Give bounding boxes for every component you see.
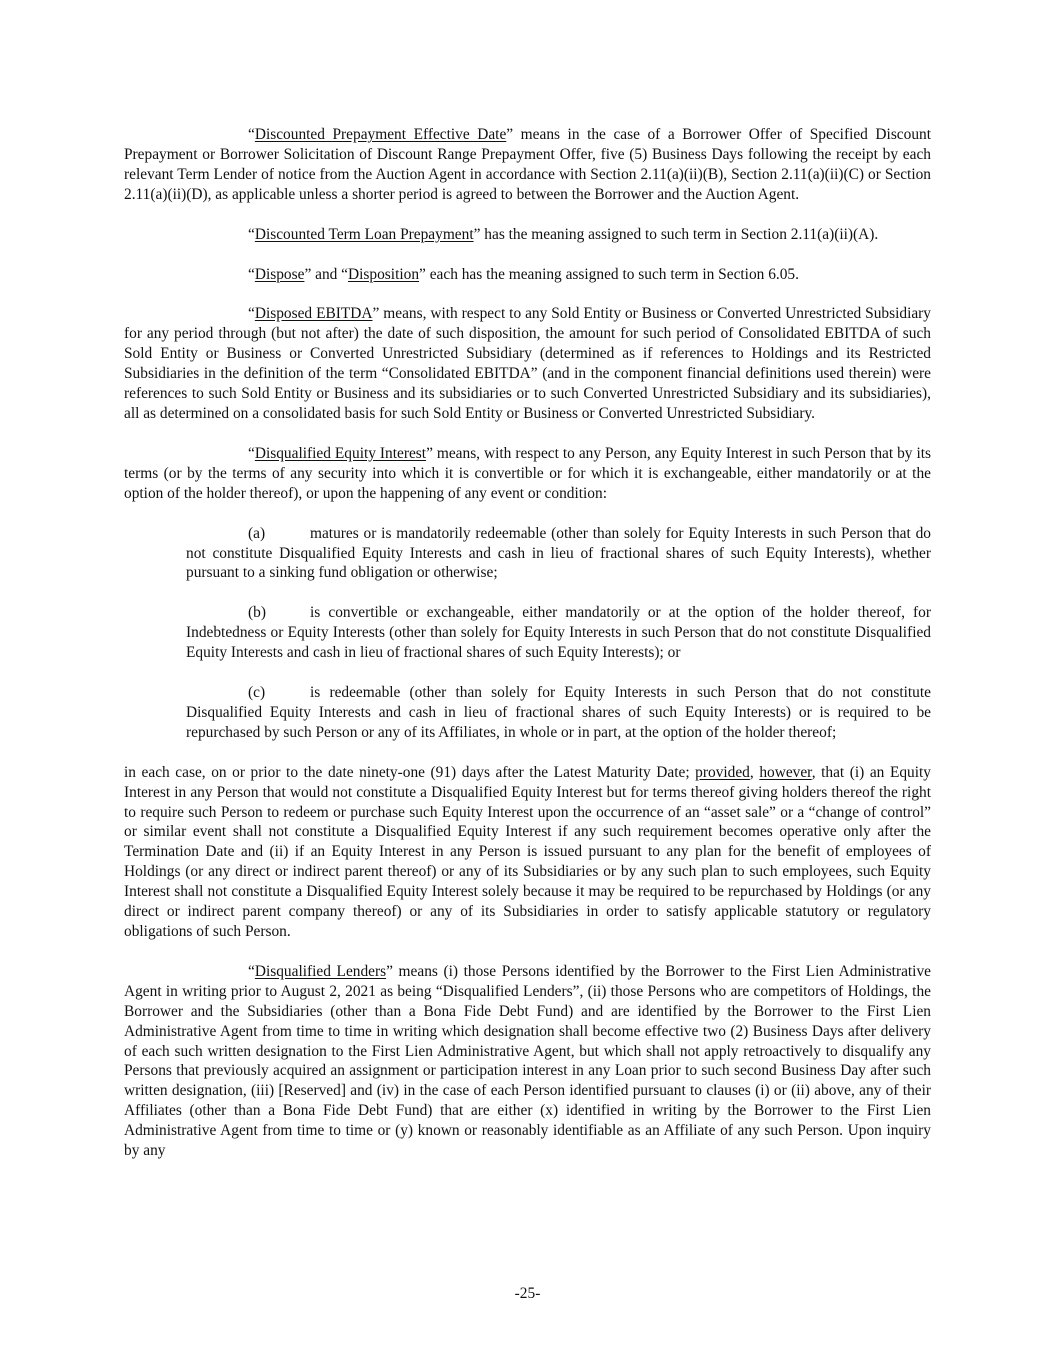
- open-quote: “: [248, 265, 255, 283]
- open-quote: “: [248, 305, 255, 323]
- definition-text: ” means, with respect to any Sold Entity or Business or Converted Unrestricted Subsidiary for any period through (but not after) the date of such disposition, the amount for such period of Consolidated EBITDA of such Sold Entity or Business or Converted Unrestricted Subsidiary (determined as if references to Holdings and its Restricted Subsidiaries in the definition of the term “Consolidated EBITDA” (and in the component financial definitions used therein) were references to such Sold Entity or Business and its subsidiaries or to such Converted Unrestricted Subsidiary and its subsidiaries), all as determined on a consolidated basis for such Sold Entity or Business or Converted Unrestricted Subsidiary.: [124, 305, 932, 422]
- defined-term: Disqualified Equity Interest: [254, 444, 427, 462]
- defined-term: Dispose: [254, 265, 305, 283]
- clause-text: is redeemable (other than solely for Equity Interests in such Person that do not constitute Disqualified Equity Interests and cash in lieu of fractional shares of such Equity Interests) or is required to be repurchased by such Person or any of its Affiliates, in whole or in part, at the option of the holder thereof;: [186, 684, 931, 741]
- clause-text: is convertible or exchangeable, either mandatorily or at the option of the holder thereof, for Indebtedness or Equity Interests (other than solely for Equity Interests in such Person that do not constitute Disqualified Equity Interests and cash in lieu of fractional shares of such Equity Interests); or: [186, 604, 931, 662]
- open-quote: “: [248, 225, 255, 243]
- proviso-text-end: , that (i) an Equity Interest in any Person that would not constitute a Disqualified Equity Interest but for terms thereof giving holders thereof the right to require such Person to redeem or purchase such Equity Interest upon the occurrence of an “asset sale” or a “change of control” or similar event shall not constitute a Disqualified Equity Interest if any such requirement becomes operative only after the Termination Date and (ii) if an Equity Interest in any Person is issued pursuant to any plan for the benefit of employees of Holdings (or any direct or indirect parent thereof) or any of its Subsidiaries or by any such plan to such employees, such Equity Interest shall not constitute a Disqualified Equity Interest solely because it may be required to be repurchased by Holdings (or any direct or indirect parent company thereof) or any of its Subsidiaries in order to satisfy applicable statutory or regulatory obligations of such Person.: [124, 763, 931, 940]
- definition-text: ” means in the case of a Borrower Offer of Specified Discount Prepayment or Borrower Solicitation of Discount Range Prepayment Offer, five (5) Business Days following the receipt by each relevant Term Lender of notice from the Auction Agent in accordance with Section 2.11(a)(ii)(B), Section 2.11(a)(ii)(C) or Section 2.11(a)(ii)(D), as applicable unless a shorter period is agreed to between the Borrower and the Auction Agent.: [124, 126, 931, 203]
- clause-text: matures or is mandatorily redeemable (other than solely for Equity Interests in such Person that do not constitute Disqualified Equity Interests and cash in lieu of fractional shares of such Equity Interests), whether pursuant to a sinking fund obligation or otherwise;: [186, 524, 931, 582]
- defined-term: Disposition: [348, 265, 420, 283]
- defined-term: Disposed EBITDA: [254, 305, 373, 323]
- definition-disqualified-lenders: [124, 962, 931, 1161]
- definition-dispose: [124, 265, 931, 285]
- disqualified-equity-interest-proviso: [124, 763, 931, 942]
- defined-term: Disqualified Lenders: [254, 962, 387, 980]
- page-number: -25-: [514, 1285, 541, 1302]
- definition-discounted-prepayment-effective-date: [124, 125, 931, 205]
- definition-disqualified-equity-interest: [124, 444, 931, 504]
- defined-term: Discounted Prepayment Effective Date: [254, 126, 507, 143]
- open-quote: “: [248, 962, 255, 980]
- defined-term: Discounted Term Loan Prepayment: [254, 225, 474, 243]
- definition-text: ” means (i) those Persons identified by the Borrower to the First Lien Administrative Agent in writing prior to August 2, 2021 as being “Disqualified Lenders”, (ii) those Persons who are competitors of Holdings, the Borrower and the Subsidiaries (other than a Bona Fide Debt Fund) and are identified by the Borrower to the First Lien Administrative Agent from time to time in writing which designation shall become effective two (2) Business Days after delivery of each such written designation to the First Lien Administrative Agent, but which shall not apply retroactively to disqualify any Persons that previously acquired an assignment or participation interest in any Loan prior to such second Business Day after such written designation, (iii) [Reserved] and (iv) in the case of each Person identified pursuant to clauses (i) or (ii) above, any of their Affiliates (other than a Bona Fide Debt Fund) that are either (x) identified in writing by the Borrower to the First Lien Administrative Agent from time to time or (y) known or reasonably identifiable as an Affiliate of any such Person. Upon inquiry by any: [124, 962, 931, 1160]
- definition-text: ” has the meaning assigned to such term in Section 2.11(a)(ii)(A).: [473, 225, 879, 243]
- definition-connector: ” and “: [304, 265, 349, 283]
- definition-text: ” means, with respect to any Person, any Equity Interest in such Person that by its terms (or by the terms of any security into which it is convertible or for which it is exchangeable, either mandatorily or at the option of the holder thereof), or upon the happening of any event or condition:: [124, 444, 931, 502]
- provided-term: provided: [695, 763, 750, 781]
- clause-c: [186, 683, 931, 743]
- definition-disposed-ebitda: [124, 304, 931, 423]
- clause-label: (c): [248, 684, 266, 702]
- however-term: however: [759, 763, 812, 781]
- clause-label: (a): [248, 524, 266, 542]
- definition-text: ” each has the meaning assigned to such term in Section 6.05.: [419, 265, 799, 283]
- definition-discounted-term-loan-prepayment: [124, 225, 931, 245]
- proviso-text-start: in each case, on or prior to the date ninety-one (91) days after the Latest Maturity Date;: [124, 763, 696, 781]
- proviso-comma: ,: [749, 763, 760, 781]
- open-quote: “: [248, 444, 255, 462]
- open-quote: “: [248, 126, 255, 143]
- clause-a: [186, 524, 931, 584]
- document-body: [124, 125, 931, 1181]
- clause-b: [186, 603, 931, 663]
- clause-label: (b): [248, 604, 266, 622]
